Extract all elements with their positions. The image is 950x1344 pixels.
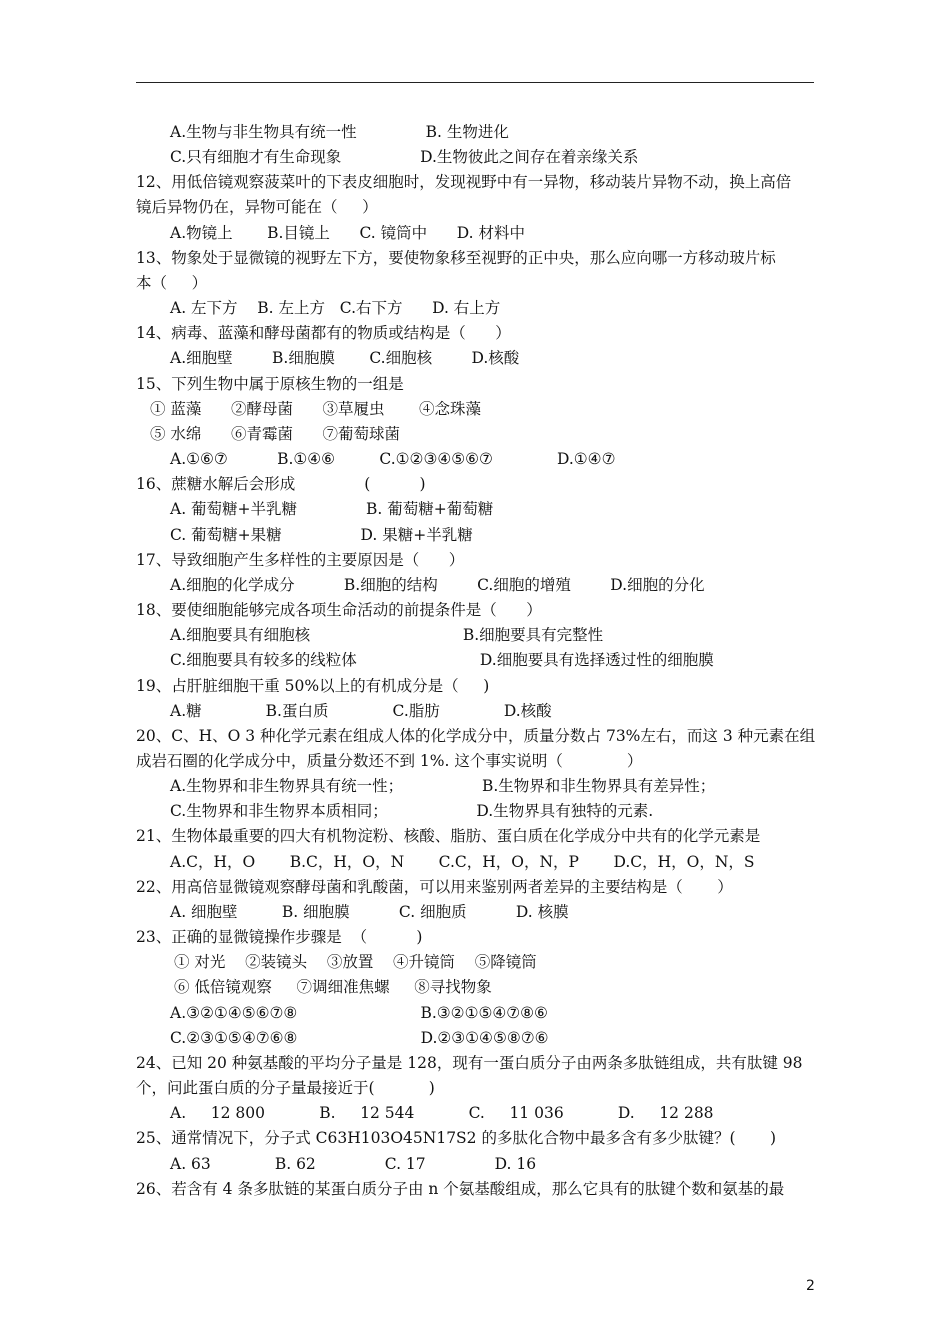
q21-options: A.C，H，O B.C，H，O，N C.C，H，O，N，P D.C，H，O，N，S — [170, 853, 755, 871]
q17-stem: 17、导致细胞产生多样性的主要原因是（ ） — [136, 551, 465, 569]
q15-items-2: ⑤ 水绵 ⑥青霉菌 ⑦葡萄球菌 — [150, 425, 401, 443]
q22-stem: 22、用高倍显微镜观察酵母菌和乳酸菌，可以用来鉴别两者差异的主要结构是（ ） — [136, 878, 733, 896]
q23-steps-1: ① 对光 ②装镜头 ③放置 ④升镜筒 ⑤降镜筒 — [174, 953, 537, 971]
q23-options-ab: A.③②①④⑤⑥⑦⑧ B.③②①⑤④⑦⑧⑥ — [170, 1004, 548, 1022]
q25-stem: 25、通常情况下，分子式 C63H103O45N17S2 的多肽化合物中最多含有多少肽键？( ) — [136, 1129, 777, 1147]
q20-options-ab: A.生物界和非生物界具有统一性； B.生物界和非生物界具有差异性； — [170, 777, 716, 795]
q14-stem: 14、病毒、蓝藻和酵母菌都有的物质或结构是（ ） — [136, 324, 511, 342]
q16-options-ab: A. 葡萄糖+半乳糖 B. 葡萄糖+葡萄糖 — [170, 500, 494, 518]
q17-options: A.细胞的化学成分 B.细胞的结构 C.细胞的增殖 D.细胞的分化 — [170, 576, 705, 594]
q19-options: A.糖 B.蛋白质 C.脂肪 D.核酸 — [170, 702, 552, 720]
q24-options: A. 12 800 B. 12 544 C. 11 036 D. 12 288 — [170, 1104, 714, 1122]
q16-stem: 16、蔗糖水解后会形成 ( ) — [136, 475, 426, 493]
q12-stem: 12、用低倍镜观察菠菜叶的下表皮细胞时，发现视野中有一异物，移动装片异物不动，换上高倍 — [136, 173, 792, 191]
q19-stem: 19、占肝脏细胞干重 50%以上的有机成分是（ ) — [136, 677, 490, 695]
q18-options-ab: A.细胞要具有细胞核 B.细胞要具有完整性 — [170, 626, 604, 644]
q11-options-ab: A.生物与非生物具有统一性 B. 生物进化 — [170, 123, 509, 141]
q18-stem: 18、要使细胞能够完成各项生命活动的前提条件是（ ） — [136, 601, 542, 619]
q13-options: A. 左下方 B. 左上方 C.右下方 D. 右上方 — [170, 299, 501, 317]
q23-steps-2: ⑥ 低倍镜观察 ⑦调细准焦螺 ⑧寻找物象 — [174, 978, 492, 996]
q13-stem-cont: 本（ ） — [136, 274, 208, 292]
q24-stem-cont: 个，问此蛋白质的分子量最接近于( ) — [136, 1079, 435, 1097]
q12-stem-cont: 镜后异物仍在，异物可能在（ ） — [136, 198, 378, 216]
q20-stem: 20、C、H、O 3 种化学元素在组成人体的化学成分中，质量分数占 73%左右，而这 3 种元素在组 — [136, 727, 816, 745]
q23-stem: 23、正确的显微镜操作步骤是 （ ) — [136, 928, 423, 946]
q15-stem: 15、下列生物中属于原核生物的一组是 — [136, 375, 404, 393]
q23-options-cd: C.②③①⑤④⑦⑥⑧ D.②③①④⑤⑧⑦⑥ — [170, 1029, 549, 1047]
q18-options-cd: C.细胞要具有较多的线粒体 D.细胞要具有选择透过性的细胞膜 — [170, 651, 714, 669]
q24-stem: 24、已知 20 种氨基酸的平均分子量是 128，现有一蛋白质分子由两条多肽链组成，共有肽键 98 — [136, 1054, 803, 1072]
q20-options-cd: C.生物界和非生物界本质相同； D.生物界具有独特的元素. — [170, 802, 654, 820]
q15-options: A.①⑥⑦ B.①④⑥ C.①②③④⑤⑥⑦ D.①④⑦ — [170, 450, 616, 468]
q12-options: A.物镜上 B.目镜上 C. 镜筒中 D. 材料中 — [170, 224, 525, 242]
q25-options: A. 63 B. 62 C. 17 D. 16 — [170, 1155, 537, 1173]
page-number: 2 — [806, 1278, 815, 1294]
q20-stem-cont: 成岩石圈的化学成分中，质量分数还不到 1%. 这个事实说明（ ） — [136, 752, 643, 770]
q16-options-cd: C. 葡萄糖+果糖 D. 果糖+半乳糖 — [170, 526, 473, 544]
q22-options: A. 细胞壁 B. 细胞膜 C. 细胞质 D. 核膜 — [170, 903, 569, 921]
q21-stem: 21、生物体最重要的四大有机物淀粉、核酸、脂肪、蛋白质在化学成分中共有的化学元素是 — [136, 827, 761, 845]
q11-options-cd: C.只有细胞才有生命现象 D.生物彼此之间存在着亲缘关系 — [170, 148, 639, 166]
q15-items-1: ① 蓝藻 ②酵母菌 ③草履虫 ④念珠藻 — [150, 400, 482, 418]
q26-stem: 26、若含有 4 条多肽链的某蛋白质分子由 n 个氨基酸组成，那么它具有的肽键个数和氨基的最 — [136, 1180, 785, 1198]
q13-stem: 13、物象处于显微镜的视野左下方，要使物象移至视野的正中央，那么应向哪一方移动玻片标 — [136, 249, 776, 267]
header-rule — [136, 82, 814, 83]
q14-options: A.细胞壁 B.细胞膜 C.细胞核 D.核酸 — [170, 349, 520, 367]
